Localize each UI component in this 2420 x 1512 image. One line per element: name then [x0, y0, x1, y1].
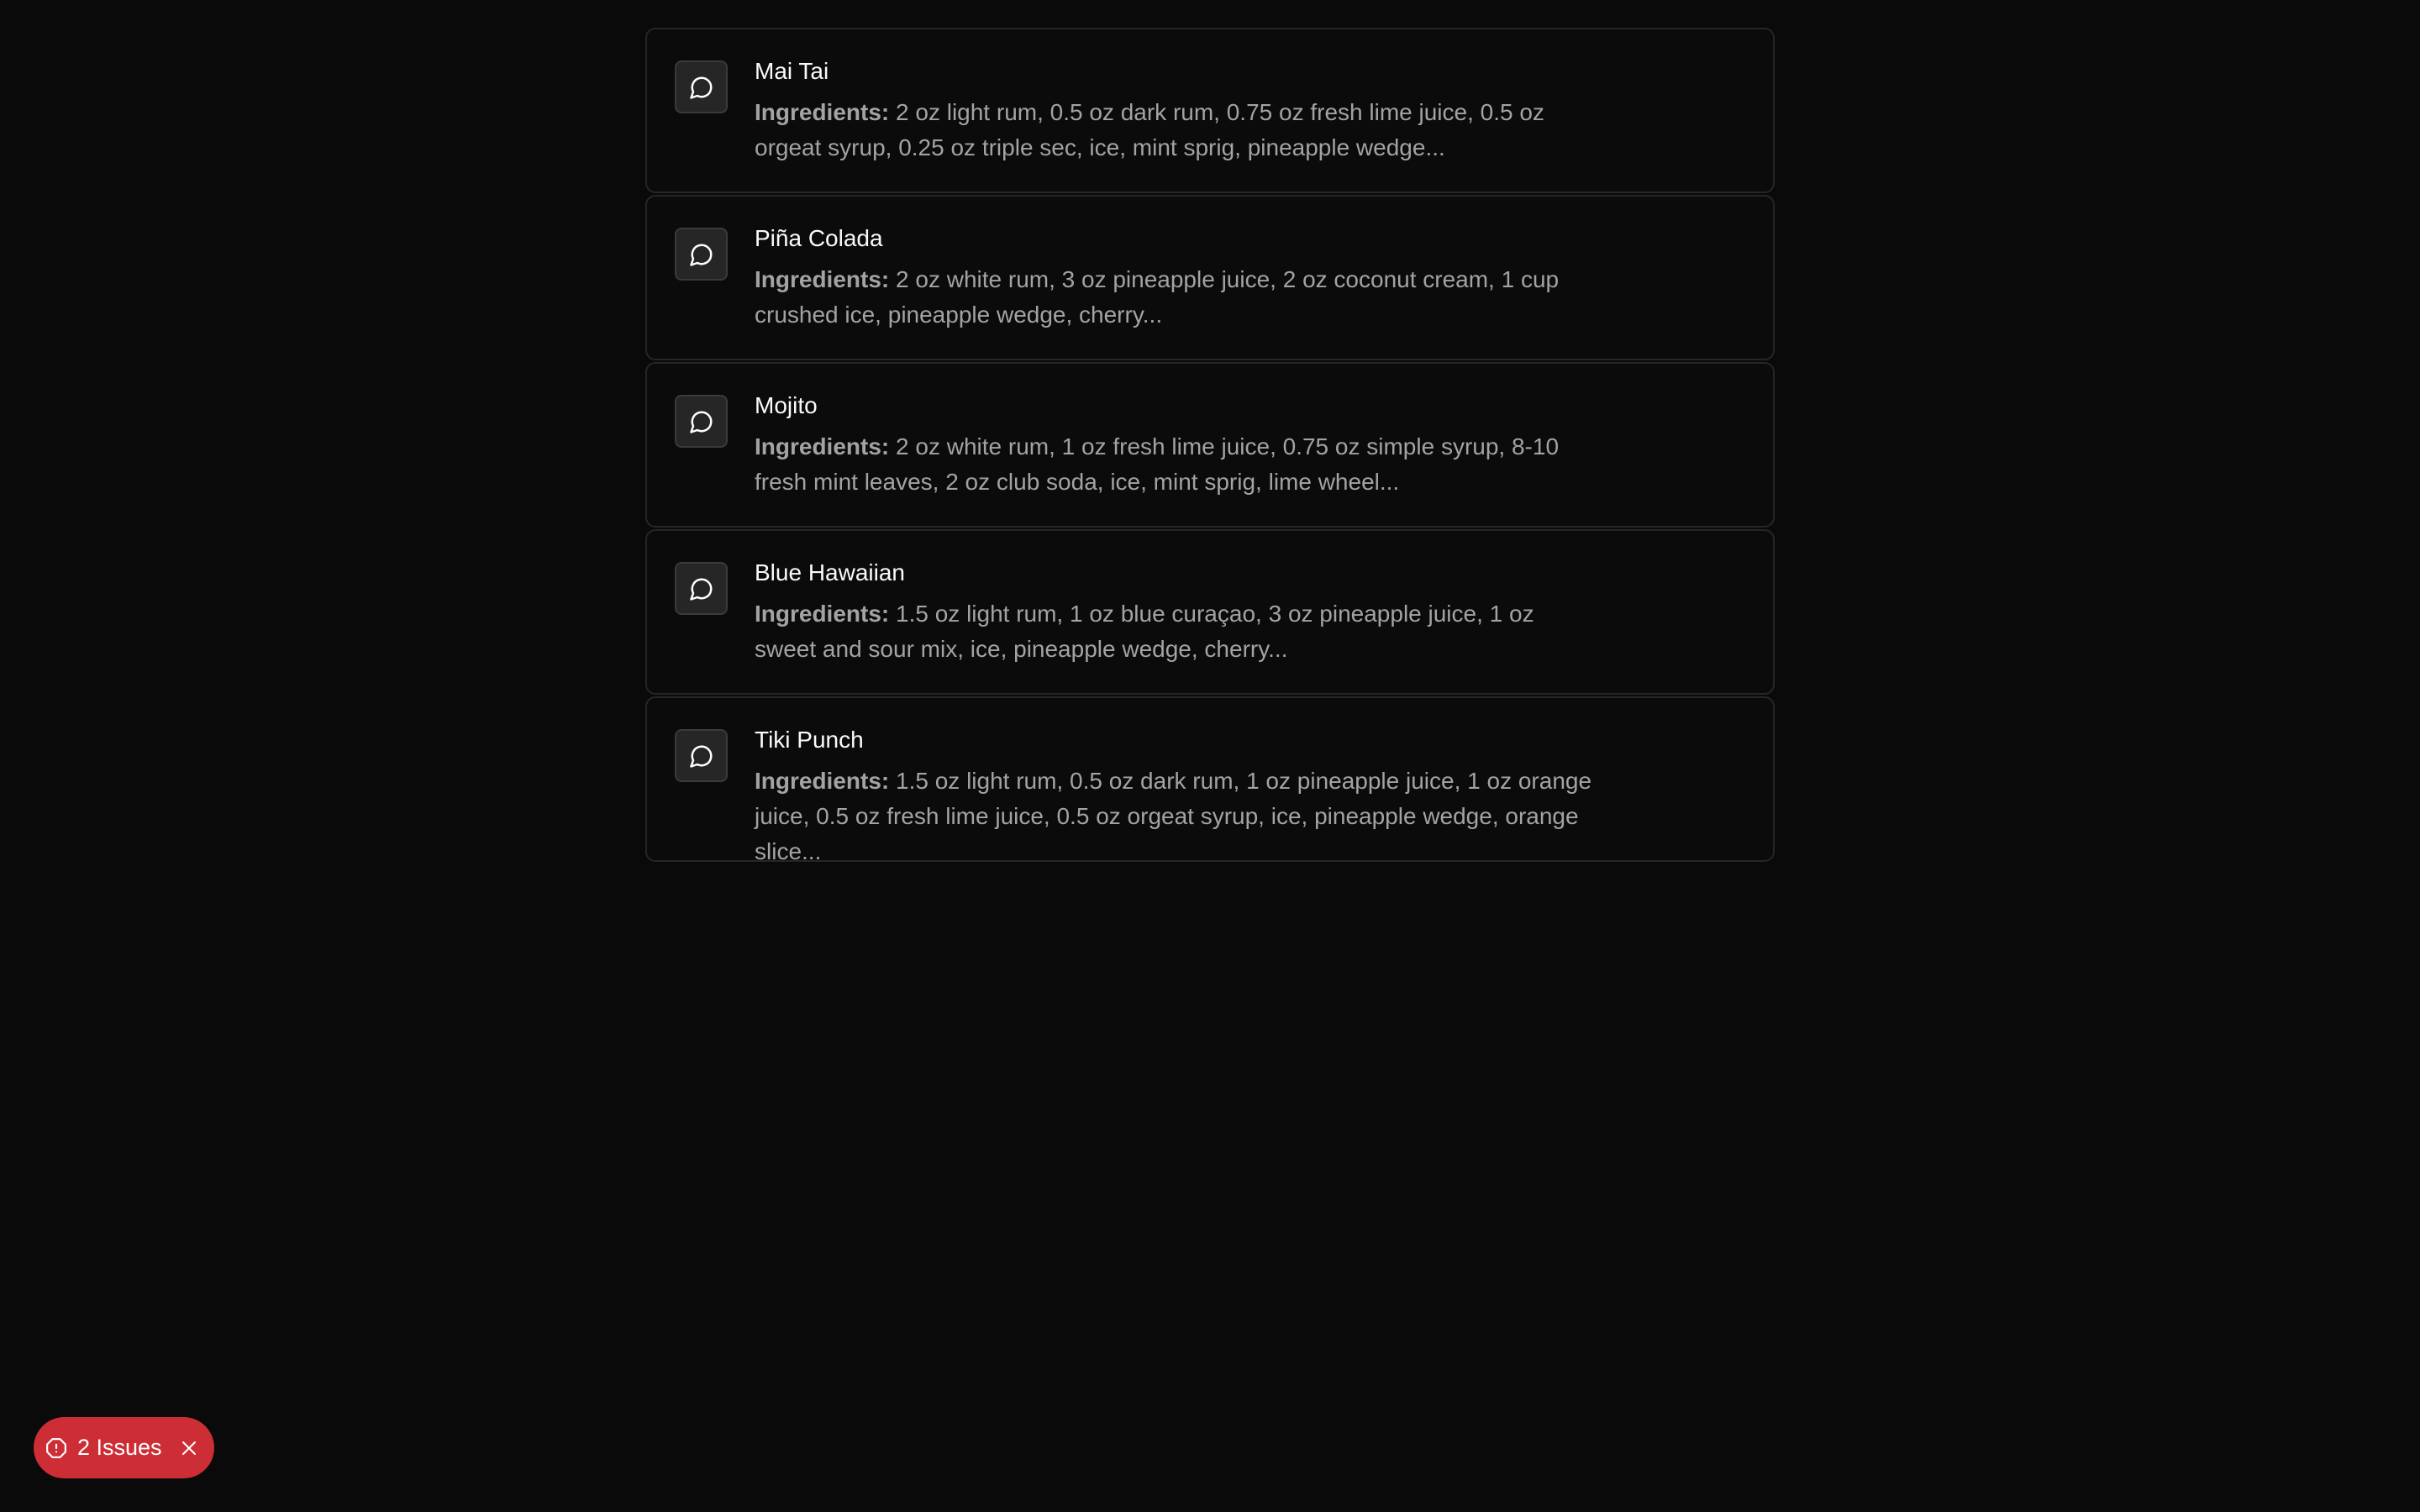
message-circle-icon: [689, 576, 714, 601]
cocktail-card[interactable]: [645, 28, 1775, 193]
alert-octagon-icon: [45, 1437, 67, 1459]
cocktail-list: [645, 28, 1775, 864]
cocktail-name: Piña Colada: [755, 225, 883, 251]
ingredients-label: Ingredients:: [755, 266, 890, 292]
ingredients-text: 1.5 oz light rum, 0.5 oz dark rum, 1 oz pineapple juice, 1 oz orange juice, 0.5 oz fresh lime juice, 0.5 oz orgeat syrup, ice, pineapple wedge, orange slice...: [755, 768, 1592, 864]
chat-button[interactable]: [675, 228, 728, 281]
ingredients-label: Ingredients:: [755, 433, 890, 459]
cocktail-name: Mai Tai: [755, 58, 829, 84]
ingredients-text: 2 oz light rum, 0.5 oz dark rum, 0.75 oz fresh lime juice, 0.5 oz orgeat syrup, 0.25 oz triple sec, ice, mint sprig, pineapple wedge...: [755, 99, 1544, 160]
ingredients-text: 1.5 oz light rum, 1 oz blue curaçao, 3 oz pineapple juice, 1 oz sweet and sour mix, ice, pineapple wedge, cherry...: [755, 601, 1534, 662]
ingredients-label: Ingredients:: [755, 99, 890, 125]
cocktail-card[interactable]: [645, 529, 1775, 695]
cocktail-ingredients: [755, 764, 1595, 869]
chat-button[interactable]: [675, 562, 728, 615]
cocktail-card[interactable]: [645, 696, 1775, 862]
ingredients-text: 2 oz white rum, 1 oz fresh lime juice, 0.75 oz simple syrup, 8-10 fresh mint leaves, 2 oz club soda, ice, mint sprig, lime wheel...: [755, 433, 1560, 495]
message-circle-icon: [689, 75, 714, 100]
cocktail-name: Mojito: [755, 392, 818, 418]
chat-button[interactable]: [675, 60, 728, 113]
message-circle-icon: [689, 743, 714, 769]
close-icon[interactable]: [179, 1438, 199, 1458]
chat-button[interactable]: [675, 729, 728, 782]
cocktail-ingredients: [755, 262, 1595, 333]
message-circle-icon: [689, 409, 714, 434]
message-circle-icon: [689, 242, 714, 267]
cocktail-ingredients: [755, 596, 1595, 667]
issues-badge[interactable]: [34, 1417, 214, 1478]
issues-label: 2 Issues: [77, 1435, 162, 1460]
ingredients-label: Ingredients:: [755, 768, 890, 794]
cocktail-card[interactable]: [645, 362, 1775, 528]
cocktail-name: Blue Hawaiian: [755, 559, 905, 585]
cocktail-ingredients: [755, 429, 1595, 500]
chat-button[interactable]: [675, 395, 728, 448]
cocktail-ingredients: [755, 95, 1595, 165]
cocktail-name: Tiki Punch: [755, 727, 864, 753]
cocktail-card[interactable]: [645, 195, 1775, 360]
ingredients-label: Ingredients:: [755, 601, 890, 627]
ingredients-text: 2 oz white rum, 3 oz pineapple juice, 2 oz coconut cream, 1 cup crushed ice, pineapple wedge, cherry...: [755, 266, 1560, 328]
